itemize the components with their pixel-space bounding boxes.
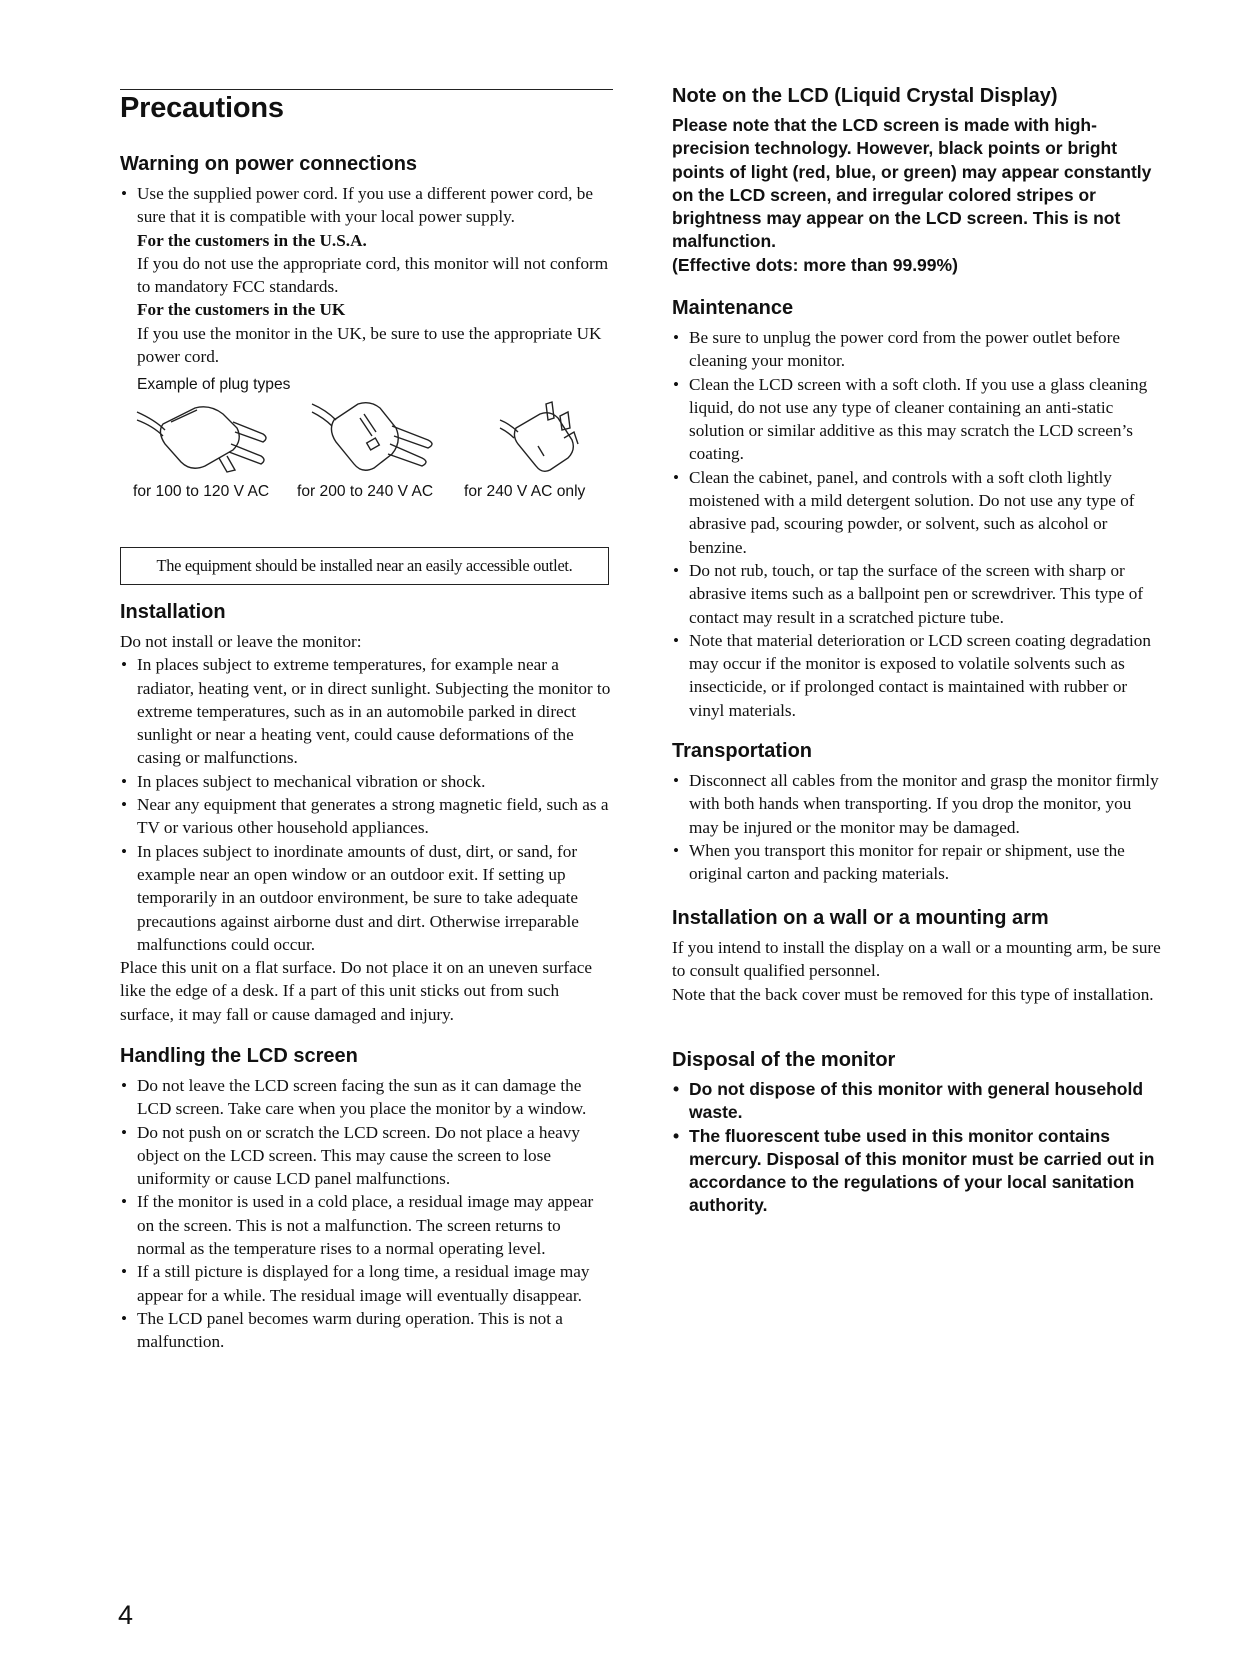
list-item: • In places subject to extreme temperatures, for example near a radiator, heating vent, or in direct sunlight. Subjecting the monitor to extreme temperatures, such as in an automobile parked in direct sunlight or near a heating vent, could cause deformations of the casing or malfunctions.: [120, 653, 613, 769]
list-item: • Do not rub, touch, or tap the surface of the screen with sharp or abrasive items such as a ballpoint pen or screwdriver. This type of contact may result in a scratched picture tube.: [672, 559, 1165, 629]
uk-text: If you use the monitor in the UK, be sure to use the appropriate UK power cord.: [137, 323, 602, 367]
outlet-note: The equipment should be installed near an easily accessible outlet.: [120, 547, 609, 585]
handling-heading: Handling the LCD screen: [120, 1045, 358, 1067]
list-item: • In places subject to inordinate amounts of dust, dirt, or sand, for example near an open window or an outdoor exit. If setting up temporarily in an outdoor environment, be sure to take adequate precautions against airborne dust and dirt. Otherwise irreparable malfunctions could occur.: [120, 840, 613, 956]
plug-type-a-icon: [135, 400, 285, 475]
list-item: • In places subject to mechanical vibration or shock.: [120, 770, 613, 793]
list-item: • If a still picture is displayed for a long time, a residual image may appear for a while. The residual image will eventually disappear.: [120, 1260, 613, 1307]
plug-type-c-icon: [310, 398, 460, 478]
uk-heading: For the customers in the UK: [137, 300, 346, 320]
installation-intro: Do not install or leave the monitor:: [120, 632, 362, 651]
transportation-heading: Transportation: [672, 740, 813, 762]
list-item: • Clean the LCD screen with a soft cloth. If you use a glass cleaning liquid, do not use any type of cleaner containing an anti-static solution or similar additive as this may scratch the LCD screen’s coating.: [672, 373, 1165, 466]
title-rule: [120, 89, 613, 90]
list-item: [120, 182, 613, 368]
list-item: • When you transport this monitor for repair or shipment, use the original carton and packing materials.: [672, 839, 1165, 886]
list-item: • Note that material deterioration or LCD screen coating degradation may occur if the monitor is exposed to volatile solvents such as insecticide, or if prolonged contact is maintained with rubber or vinyl materials.: [672, 629, 1165, 722]
list-item: • The LCD panel becomes warm during operation. This is not a malfunction.: [120, 1307, 613, 1354]
lcd-note-text: Please note that the LCD screen is made with high-precision technology. However, black points or bright points of light (red, blue, or green) may appear constantly on the LCD screen, and irregular colored stripes or brightness may appear on the LCD screen. This is not malfunction.: [672, 115, 1152, 252]
power-intro: Use the supplied power cord. If you use a different power cord, be sure that it is compatible with your local power supply.: [137, 184, 593, 227]
list-item: • Do not dispose of this monitor with general household waste.: [672, 1078, 1165, 1125]
list-item: • Near any equipment that generates a strong magnetic field, such as a TV or various other household appliances.: [120, 793, 613, 840]
list-item: • Be sure to unplug the power cord from the power outlet before cleaning your monitor.: [672, 326, 1165, 373]
wall-section: [672, 936, 1165, 1006]
lcd-note-section: [672, 114, 1165, 277]
installation-section: [120, 630, 613, 1026]
plug-type-g-icon: [498, 398, 588, 473]
wall-text-2: Note that the back cover must be removed for this type of installation.: [672, 984, 1154, 1004]
list-item: • If the monitor is used in a cold place, a residual image may appear on the screen. This is not a malfunction. The screen returns to normal as the temperature rises to a normal operating level.: [120, 1190, 613, 1260]
usa-heading: For the customers in the U.S.A.: [137, 230, 367, 250]
transportation-section: [672, 769, 1165, 885]
plug-label-2: for 200 to 240 V AC: [297, 483, 434, 500]
power-heading: Warning on power connections: [120, 153, 418, 175]
list-item: • Clean the cabinet, panel, and controls with a soft cloth lightly moistened with a mild detergent solution. Do not use any type of abrasive pad, scouring powder, or solvent, such as alcohol or benzine.: [672, 466, 1165, 559]
list-item: • Disconnect all cables from the monitor and grasp the monitor firmly with both hands when transporting. If you drop the monitor, you may be injured or the monitor may be damaged.: [672, 769, 1165, 839]
power-section: [120, 182, 613, 368]
handling-section: [120, 1074, 613, 1354]
page-title: Precautions: [120, 92, 284, 124]
maintenance-heading: Maintenance: [672, 297, 794, 319]
usa-text: If you do not use the appropriate cord, this monitor will not conform to mandatory FCC standards.: [137, 253, 609, 297]
plug-caption: Example of plug types: [137, 376, 291, 393]
plug-label-3: for 240 V AC only: [464, 483, 586, 500]
page-number: 4: [118, 1600, 134, 1630]
wall-text-1: If you intend to install the display on a wall or a mounting arm, be sure to consult qualified personnel.: [672, 938, 1161, 981]
installation-outro: Place this unit on a flat surface. Do not place it on an uneven surface like the edge of a desk. If a part of this unit sticks out from such surface, it may fall or cause damaged and injury.: [120, 958, 593, 1024]
list-item: • The fluorescent tube used in this monitor contains mercury. Disposal of this monitor must be carried out in accordance to the regulations of your local sanitation authority.: [672, 1125, 1165, 1218]
disposal-heading: Disposal of the monitor: [672, 1049, 896, 1071]
installation-heading: Installation: [120, 601, 226, 623]
list-item: • Do not push on or scratch the LCD screen. Do not place a heavy object on the LCD screen. This may cause the screen to lose uniformity or cause LCD panel malfunctions.: [120, 1121, 613, 1191]
wall-heading: Installation on a wall or a mounting arm: [672, 907, 1049, 929]
plug-label-1: for 100 to 120 V AC: [133, 483, 270, 500]
lcd-note-effective: (Effective dots: more than 99.99%): [672, 254, 958, 275]
disposal-section: [672, 1078, 1165, 1218]
maintenance-section: [672, 326, 1165, 722]
lcd-note-heading: Note on the LCD (Liquid Crystal Display): [672, 85, 1058, 107]
list-item: • Do not leave the LCD screen facing the sun as it can damage the LCD screen. Take care when you place the monitor by a window.: [120, 1074, 613, 1121]
